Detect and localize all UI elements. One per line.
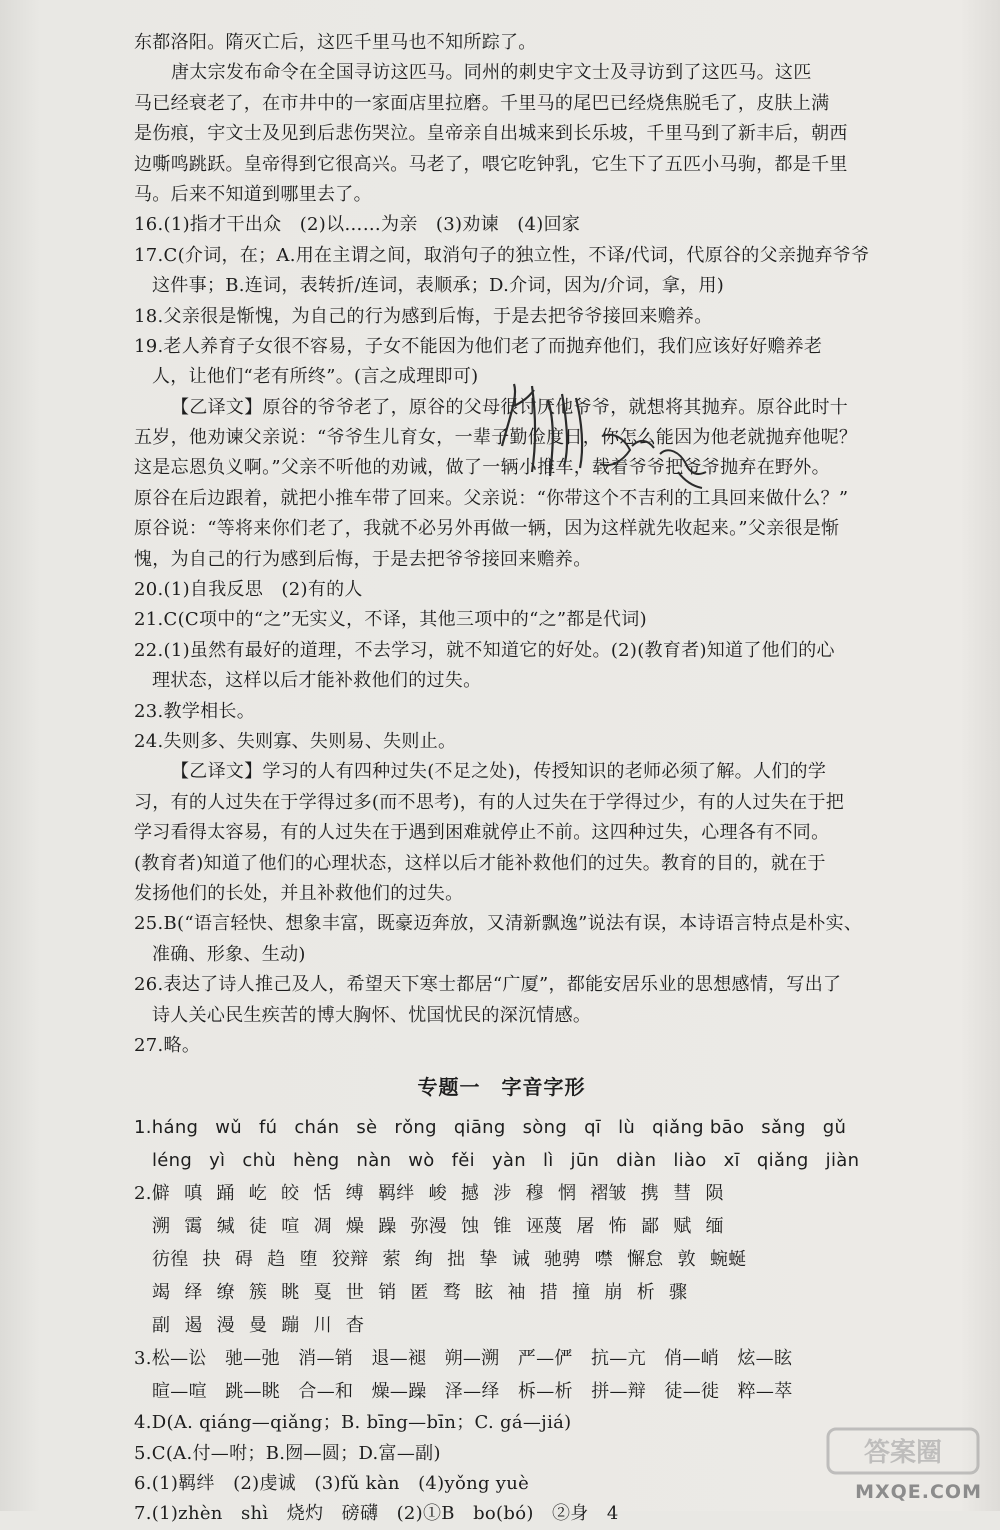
character-row [134, 1210, 869, 1243]
character-item: 蹦 [281, 1315, 300, 1337]
character-item: 蜿蜒 [709, 1249, 747, 1271]
character-item: 副 [152, 1315, 171, 1337]
character-item: 徒 [248, 1216, 268, 1238]
question-number: 1. [134, 1117, 152, 1139]
character-item: 川 [313, 1315, 332, 1337]
answer-line: 25.B(“语言轻快、想象丰富，既豪迈奔放，又清新飘逸”说法有误，本诗语言特点是朴实、 [134, 913, 863, 935]
pinyin-item: sǎng [761, 1117, 806, 1139]
pinyin-item: wǔ [215, 1117, 242, 1139]
character-item: 凋 [313, 1216, 332, 1238]
text-line: 习，有的人过失在于学得过多(而不思考)，有的人过失在于学得过少，有的人过失在于把 [134, 791, 845, 813]
character-item: 碍 [234, 1249, 254, 1271]
answer-line: 18.父亲很是惭愧，为自己的行为感到后悔，于是去把爷爷接回来赡养。 [134, 305, 713, 327]
character-item: 陨 [705, 1183, 724, 1205]
answer-continuation: 诗人关心民生疾苦的博大胸怀、忧国忧民的深沉情感。 [152, 1004, 592, 1026]
answer-continuation: 这件事；B.连词，表转折/连词，表顺承；D.介词，因为/介词，拿，用) [152, 275, 725, 297]
character-item: 霭 [184, 1216, 203, 1238]
character-item: 僻 [151, 1183, 171, 1205]
answers-20-24 [134, 575, 869, 757]
character-item: 喧 [281, 1216, 300, 1238]
character-item: 屹 [248, 1183, 268, 1205]
character-item: 穆 [525, 1183, 544, 1205]
answer-line: 19.老人养育子女很不容易，子女不能因为他们老了而抛弃他们，我们应该好好赡养老 [134, 335, 823, 357]
pinyin-item: háng [151, 1117, 199, 1139]
text-line: 【乙译文】学习的人有四种过失(不足之处)，传授知识的老师必须了解。人们的学 [171, 761, 827, 783]
character-item: 彷徨 [152, 1249, 189, 1271]
question-2-characters [134, 1177, 869, 1342]
pinyin-item: wò [408, 1150, 435, 1172]
passage-intro [134, 28, 869, 58]
translation-yi-2 [134, 757, 869, 909]
text-line: 这是忘恩负义啊。”父亲不听他的劝诫，做了一辆小推车，载着爷爷把爷爷抛弃在野外。 [134, 457, 830, 479]
character-item: 销 [378, 1282, 397, 1304]
pinyin-item: qiǎng bāo [652, 1117, 745, 1139]
character-item: 撼 [460, 1183, 480, 1205]
character-item: 眺 [281, 1282, 300, 1304]
pinyin-item: lì [542, 1150, 554, 1172]
answer-line: 16.(1)指才干出众 (2)以……为亲 (3)劝谏 (4)回家 [134, 214, 581, 236]
character-item: 拙 [447, 1249, 466, 1271]
character-item: 竭 [152, 1282, 171, 1304]
pinyin-row [134, 1144, 869, 1177]
question-7: 7.(1)zhèn shì 烧灼 磅礴 (2)①B bo(bó) ②身 4 [134, 1503, 619, 1525]
character-item: 绎 [184, 1282, 203, 1304]
pinyin-item: rǒng [394, 1117, 437, 1139]
answer-line: 22.(1)虽然有最好的道理，不去学习，就不知道它的好处。(2)(教育者)知道了他们的心 [134, 639, 835, 661]
character-item: 敦 [677, 1249, 696, 1271]
character-item: 赋 [673, 1216, 692, 1238]
answer-continuation: 人，让他们“老有所终”。(言之成理即可) [152, 366, 479, 388]
character-item: 恬 [313, 1183, 332, 1205]
section-title: 专题一 字音字形 [417, 1075, 586, 1100]
text-line: 愧，为自己的行为感到后悔，于是去把爷爷接回来赡养。 [134, 548, 592, 570]
character-item: 锥 [493, 1216, 512, 1238]
character-item: 戛 [313, 1282, 332, 1304]
text-line: 原谷在后边跟着，就把小推车带了回来。父亲说：“你带这个不吉利的工具回来做什么？” [134, 487, 849, 509]
character-item: 绚 [414, 1249, 434, 1271]
question-1-pinyin [134, 1111, 869, 1177]
character-item: 惘 [557, 1183, 577, 1205]
answer-line: 17.C(介词，在；A.用在主谓之间，取消句子的独立性，不译/代词，代原谷的父亲抛弃爷爷 [134, 244, 869, 266]
pinyin-row [134, 1111, 869, 1144]
answer-line: 23.教学相长。 [134, 700, 256, 722]
text-line: 马已经衰老了，在市井中的一家面店里拉磨。千里马的尾巴已经烧焦脱毛了，皮肤上满 [134, 92, 830, 114]
character-item: 缅 [705, 1216, 724, 1238]
pinyin-item: qiǎng [756, 1150, 809, 1172]
character-item: 踊 [216, 1183, 235, 1205]
question-5: 5.C(A.付—咐；B.囫—圆；D.富—副) [134, 1442, 441, 1464]
pinyin-item: yàn [491, 1150, 526, 1172]
character-item: 缚 [345, 1183, 364, 1205]
text-line: 东都洛阳。隋灭亡后，这匹千里马也不知所踪了。 [134, 32, 537, 53]
answers-16-19 [134, 210, 869, 392]
character-item: 蚀 [461, 1216, 480, 1238]
text-line: 五岁，他劝谏父亲说：“爷爷生儿育女，一辈子勤俭度日，你怎么能因为他老就抛弃他呢？ [134, 427, 858, 449]
character-item: 崩 [604, 1282, 623, 1304]
text-line: 原谷说：“等将来你们老了，我就不必另外再做一辆，因为这样就先收起来。”父亲很是惭 [134, 518, 840, 540]
text-line: 【乙译文】原谷的爷爷老了，原谷的父母很讨厌他爷爷，就想将其抛弃。原谷此时十 [171, 396, 849, 418]
character-item: 缄 [216, 1216, 235, 1238]
watermark-text: MXQE.COM [855, 1481, 982, 1503]
pair-row: 暄—喧 跳—眺 合—和 燥—躁 泽—绎 柝—析 拼—辩 徒—徙 粹—萃 [152, 1381, 793, 1403]
character-item: 堕 [299, 1249, 318, 1271]
character-item: 皎 [281, 1183, 300, 1205]
character-row [134, 1309, 869, 1342]
character-item: 漫 [216, 1315, 235, 1337]
character-item: 挚 [479, 1249, 498, 1271]
character-item: 曼 [248, 1315, 268, 1337]
character-item: 躁 [378, 1216, 397, 1238]
character-item: 措 [539, 1282, 559, 1304]
question-3-pairs [134, 1342, 869, 1408]
character-item: 抉 [202, 1249, 221, 1271]
character-item: 趋 [267, 1249, 286, 1271]
character-item: 骤 [669, 1282, 688, 1304]
text-line: 唐太宗发布命令在全国寻访这匹马。同州的刺史宇文士及寻访到了这匹马。这匹 [171, 62, 812, 84]
character-item: 嗔 [184, 1183, 203, 1205]
answer-continuation: 准确、形象、生动) [152, 943, 306, 965]
character-item: 携 [640, 1183, 660, 1205]
pinyin-item: hèng [293, 1150, 340, 1172]
pinyin-item: chán [294, 1117, 340, 1139]
page-content [134, 28, 869, 1530]
answer-line: 21.C(C项中的“之”无实义，不译，其他三项中的“之”都是代词) [134, 609, 647, 631]
watermark-logo-text: 答案圈 [863, 1438, 943, 1468]
character-item: 屠 [576, 1216, 595, 1238]
pinyin-item: sòng [522, 1117, 568, 1139]
pinyin-item: lù [618, 1117, 636, 1139]
pinyin-item: nàn [356, 1150, 392, 1172]
character-item: 袖 [507, 1282, 526, 1304]
text-line: 是伤痕，宇文士及见到后悲伤哭泣。皇帝亲自出城来到长乐坡，千里马到了新丰后，朝西 [134, 123, 848, 145]
pinyin-item: diàn [616, 1150, 657, 1172]
answer-line: 26.表达了诗人推己及人，希望天下寒士都居“广厦”，都能安居乐业的思想感情，写出了 [134, 974, 842, 996]
answer-line: 24.失则多、失则寡、失则易、失则止。 [134, 730, 457, 752]
answer-line: 27.略。 [134, 1034, 201, 1056]
character-item: 遏 [184, 1315, 203, 1337]
character-item: 彗 [673, 1183, 692, 1205]
character-item: 杳 [345, 1315, 365, 1337]
character-item: 骛 [442, 1282, 462, 1304]
character-item: 析 [636, 1282, 655, 1304]
question-6: 6.(1)羁绊 (2)虔诚 (3)fǔ kàn (4)yǒng yuè [134, 1473, 530, 1495]
answer-line: 20.(1)自我反思 (2)有的人 [134, 579, 363, 601]
character-item: 涉 [493, 1183, 512, 1205]
text-line: 马。后来不知道到哪里去了。 [134, 183, 372, 205]
character-item: 簇 [248, 1282, 268, 1304]
answer-continuation: 理状态，这样以后才能补救他们的过失。 [152, 670, 482, 692]
pinyin-item: léng [152, 1150, 193, 1172]
pair-row: 3.松—讼 驰—弛 消—销 退—褪 朔—溯 严—俨 抗—亢 俏—峭 炫—眩 [134, 1348, 793, 1370]
character-item: 诫 [511, 1249, 531, 1271]
question-4: 4.D(A. qiáng—qiǎng；B. bīng—bīn；C. gá—jiá) [134, 1412, 572, 1434]
text-line: (教育者)知道了他们的心理状态，这样以后才能补救他们的过失。教育的目的，就在于 [134, 852, 826, 874]
pinyin-item: gǔ [822, 1117, 847, 1139]
character-item: 弥漫 [410, 1216, 448, 1238]
character-item: 鄙 [640, 1216, 660, 1238]
text-line: 学习看得太容易，有的人过失在于遇到困难就停止不前。这四种过失，心理各有不同。 [134, 822, 830, 844]
character-item: 世 [345, 1282, 365, 1304]
character-row [134, 1243, 869, 1276]
character-item: 峻 [428, 1183, 447, 1205]
answers-25-27 [134, 909, 869, 1061]
character-item: 狡辩 [331, 1249, 369, 1271]
pinyin-item: qī [584, 1117, 602, 1139]
question-number: 2. [134, 1183, 152, 1205]
character-item: 萦 [382, 1249, 401, 1271]
pinyin-item: jiàn [825, 1150, 860, 1172]
character-item: 缭 [216, 1282, 235, 1304]
pinyin-item: fěi [451, 1150, 475, 1172]
pinyin-item: qiāng [453, 1117, 506, 1139]
character-item: 驰骋 [544, 1249, 581, 1271]
pinyin-item: jūn [570, 1150, 600, 1172]
passage-main [134, 58, 869, 210]
pinyin-item: sè [356, 1117, 378, 1139]
character-row [134, 1276, 869, 1309]
text-line: 边嘶鸣跳跃。皇帝得到它很高兴。马老了，喂它吃钟乳，它生下了五匹小马驹，都是千里 [134, 153, 848, 175]
character-item: 懈怠 [626, 1249, 664, 1271]
translation-yi-1 [134, 393, 869, 575]
pinyin-item: yì [209, 1150, 226, 1172]
character-item: 羁绊 [377, 1183, 415, 1205]
pinyin-item: chù [242, 1150, 276, 1172]
pinyin-item: fú [259, 1117, 278, 1139]
character-item: 诬蔑 [525, 1216, 563, 1238]
pinyin-item: xī [723, 1150, 740, 1172]
character-item: 眩 [475, 1282, 494, 1304]
character-item: 噤 [594, 1249, 613, 1271]
character-item: 褶皱 [590, 1183, 627, 1205]
character-item: 溯 [152, 1216, 171, 1238]
character-item: 怖 [608, 1216, 627, 1238]
character-item: 撞 [572, 1282, 591, 1304]
text-line: 发扬他们的长处，并且补救他们的过失。 [134, 882, 464, 904]
character-item: 燥 [345, 1216, 365, 1238]
pinyin-item: liào [673, 1150, 707, 1172]
character-item: 匿 [410, 1282, 429, 1304]
character-row [134, 1177, 869, 1210]
